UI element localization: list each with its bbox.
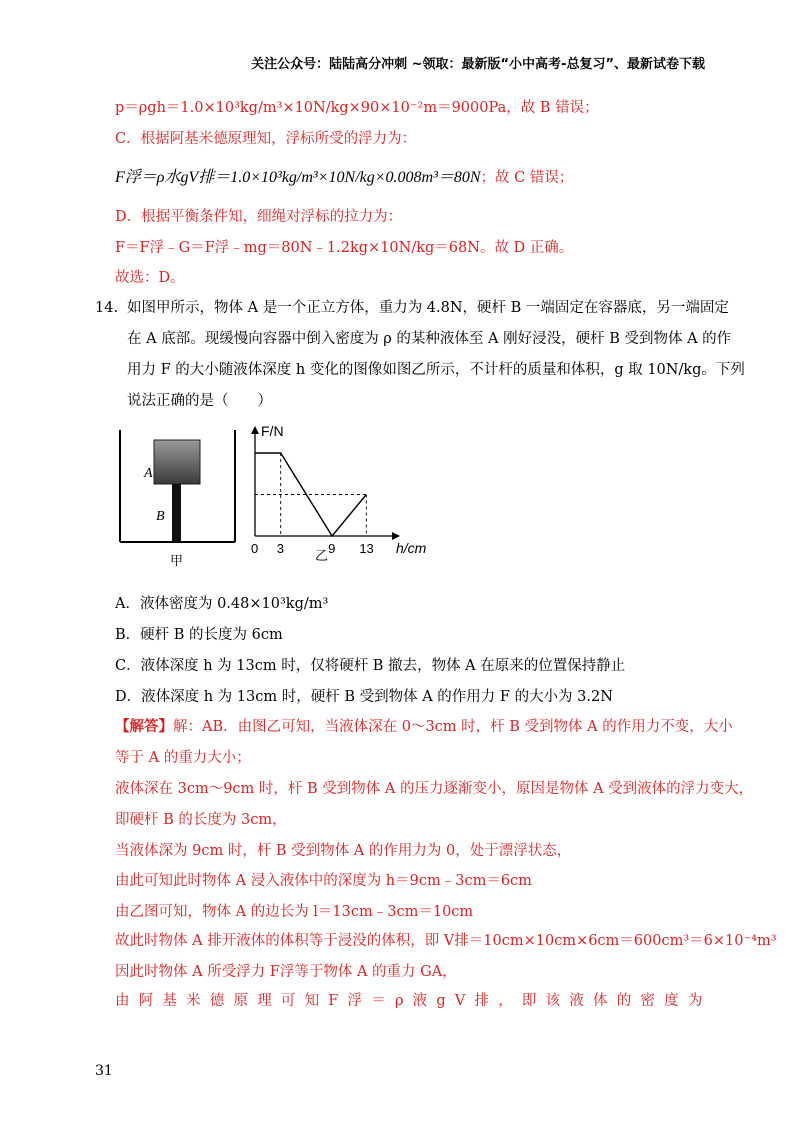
answer-line-8: 故此时物体 A 排开液体的体积等于浸没的体积，即 V排＝10cm×10cm×6cm＝600cm³＝6×10⁻⁴m³ bbox=[115, 933, 777, 949]
option-b: B．硬杆 B 的长度为 6cm bbox=[115, 627, 283, 643]
option-d: D．液体深度 h 为 13cm 时，硬杆 B 受到物体 A 的作用力 F 的大小为 3.2N bbox=[115, 689, 613, 705]
formula-conclusion: ；故 C 错误； bbox=[480, 170, 574, 186]
question-line-1: 如图甲所示，物体 A 是一个正立方体，重力为 4.8N，硬杆 B 一端固定在容器底，另一端固定 bbox=[127, 300, 729, 316]
figure-jia bbox=[110, 425, 240, 570]
y-axis-label: F/N bbox=[261, 423, 284, 439]
cube-a bbox=[154, 440, 200, 484]
x-tick-label: 0 bbox=[251, 541, 259, 556]
caption-yi: 乙 bbox=[315, 549, 329, 564]
figure-yi-chart bbox=[240, 418, 440, 570]
x-tick-label: 3 bbox=[276, 541, 284, 556]
answer-line-1 bbox=[115, 717, 733, 737]
y-axis-arrow bbox=[251, 426, 259, 434]
solution-line-c-intro: C．根据阿基米德原理知，浮标所受的浮力为： bbox=[115, 131, 417, 147]
question-number: 14. bbox=[95, 300, 119, 316]
question-line-2: 在 A 底部。现缓慢向容器中倒入密度为 ρ 的某种液体至 A 刚好浸没，硬杆 B 受到物体 A 的作 bbox=[127, 331, 732, 347]
answer-line-7: 由乙图可知，物体 A 的边长为 l＝13cm﹣3cm＝10cm bbox=[115, 904, 474, 920]
solution-line-choice: 故选：D。 bbox=[115, 270, 185, 286]
question-line-4: 说法正确的是（ ） bbox=[127, 393, 272, 409]
answer-line-1-text: 解：AB．由图乙可知，当液体深在 0～3cm 时，杆 B 受到物体 A 的作用力不变，大小 bbox=[173, 719, 733, 735]
answer-line-3: 液体深在 3cm～9cm 时，杆 B 受到物体 A 的压力逐渐变小，原因是物体 A 受到液体的浮力变大， bbox=[115, 781, 754, 797]
page-header: 关注公众号：陆陆高分冲刺 ~领取：最新版“小中高考-总复习”、最新试卷下载 bbox=[251, 57, 705, 72]
label-b: B bbox=[156, 509, 165, 524]
x-axis-arrow bbox=[392, 532, 400, 540]
answer-line-10: 由阿基米德原理可知F浮＝ρ液gV排，即该液体的密度为 bbox=[115, 993, 712, 1009]
answer-line-6: 由此可知此时物体 A 浸入液体中的深度为 h＝9cm﹣3cm＝6cm bbox=[115, 873, 532, 889]
page-number: 31 bbox=[95, 1063, 113, 1079]
solution-line-d-intro: D．根据平衡条件知，细绳对浮标的拉力为： bbox=[115, 209, 403, 225]
answer-line-9: 因此时物体 A 所受浮力 F浮等于物体 A 的重力 GA， bbox=[115, 964, 457, 980]
solution-line-pressure: p＝ρgh＝1.0×10³kg/m³×10N/kg×90×10⁻²m＝9000Pa，故 B 错误； bbox=[115, 100, 599, 116]
option-c: C．液体深度 h 为 13cm 时，仅将硬杆 B 撤去，物体 A 在原来的位置保持静止 bbox=[115, 658, 626, 674]
answer-tag: 【解答】 bbox=[115, 718, 173, 735]
caption-jia: 甲 bbox=[170, 554, 184, 569]
label-a: A bbox=[144, 466, 153, 481]
rod-b bbox=[172, 484, 181, 542]
solution-line-tension: F＝F浮﹣G＝F浮﹣mg＝80N﹣1.2kg×10N/kg＝68N。故 D 正确。 bbox=[115, 240, 574, 256]
x-tick-label: 13 bbox=[359, 541, 374, 556]
buoyancy-formula: F浮＝ρ水gV排＝1.0×10³kg/m³×10N/kg×0.008m³＝80N bbox=[115, 169, 481, 186]
question-line-3: 用力 F 的大小随液体深度 h 变化的图像如图乙所示，不计杆的质量和体积，g 取 10N/kg。下列 bbox=[127, 362, 745, 378]
option-a: A．液体密度为 0.48×10³kg/m³ bbox=[115, 596, 329, 612]
answer-line-4: 即硬杆 B 的长度为 3cm， bbox=[115, 812, 287, 828]
answer-line-2: 等于 A 的重力大小； bbox=[115, 750, 251, 766]
answer-line-5: 当液体深为 9cm 时，杆 B 受到物体 A 的作用力为 0，处于漂浮状态， bbox=[115, 843, 572, 859]
x-tick-label: 9 bbox=[328, 541, 336, 556]
x-axis-label: h/cm bbox=[396, 540, 427, 556]
solution-line-buoyancy-formula bbox=[115, 164, 573, 188]
